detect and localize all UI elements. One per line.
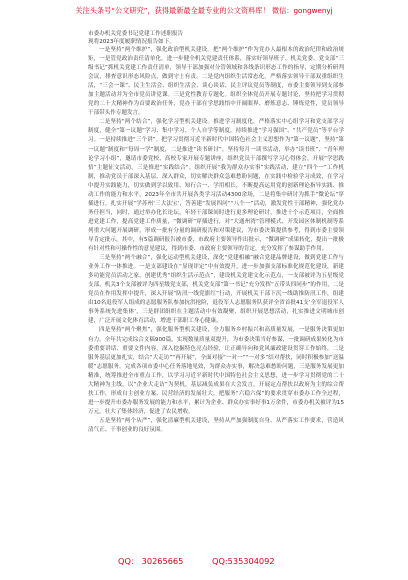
paragraph-1: 一是坚持“两个维护”，强化政治型机关建设。把“两个维护”作为党办人最根本的政治纪律和政治规矩，一是管党政治责任清单化。进一步健全机关党建责任体系，落实好领导班子、机关党委、党支部“三级书记”抓机关党建工作责任清单，领导干部加强对分管领域和各线条识形态工作的指导，定期分析研判会议，排查意识形态风险点，做到守土有责。二是党内组织生活常态化。严格落实领导干部双重组织生活，“三会一课”、民主生活会、组织生活会、谈心谈话、民主评议党员等制度，市委主要领导到支部参加主题活动并为全市党员讲党课。三是党性教育专题化。组织全体党员开展专题讨论，坚持把学习贯彻党的二十大精神作为首要政治任务，党办干部在学思践悟中开阔眼界、磨炼意志、锤炼党性，党员领导干部带头作专题发言。 xyxy=(88,47,344,117)
paragraph-5: 五是坚持“两个从严”，强化清廉型机关建设，坚持从严加强制度自身、从严落实工作要求，营造风清气正、干事创业的良好氛围。 xyxy=(88,417,344,433)
qq-contact-1: QQ： 30265665 xyxy=(118,556,184,566)
paragraph-4: 四是坚持“两个聚焦”，强化服务型机关建设，全力服务乡村振兴和高质量发展，一是服务决策更加有力。全年共完成综合文稿900篇，实现数量质量双提升，为市委决策当好参谋，一批调研成果转化为市委重要讲话、重要文件内容，深入挖掘特色亮点经验，让正确导向和党风廉政建设贯穿工作始终，二是服务基层更加扎实，结合“大走访”“再开展”，全面对接“一对一”“一对多”结对帮扶，同时积极参加“送温暖”志愿服务，完成各项市委中心任务落地见效，为群众办实事，解决急难愁盼问题，三是服务发展更加精准，统筹推进全市重点工作，以学习习近平新时代中国特色社会主义思想，进一步学习贯彻党的二十大精神为主线，以“企业大走访”为契机，基层减负成果在大会发言，开展定点帮扶以政府为主的综合帮扶工作，形成自主创业方案、民营经济的发展壮大，把服务“六稳六保”的要求贯穿市委办工作全过程，进一步提升市委办服务发展的能力和水平，累计为企业、群众办实事好事1万余件，市委办机关被评为15万元，壮大了集体经济，促进了农民增收。 xyxy=(88,327,344,415)
document-title: 市委办机关党委书记党建工作述职报告 xyxy=(88,31,184,37)
document-page xyxy=(88,30,344,435)
paragraph-2: 二是坚持“两个结合”，强化学习型机关建设。推进学习制度化，严格落实中心组学习和党支部学习制度，健全“第一议题”学习、集中学习、个人自学等制度，持续推进“学习强国”、“共产党员”等平台学习。一是持续推进“三个讲”。把学习贯彻习近平新时代中国特色社会主义思想作为“第一议题”，坚持“第一议题”制度和“每周一学”制度，二是推进“读书研讨”。坚持每月一读书活动，举办“读书班”、“青年理论学习小组”，邀请市委党校、高校专家开展专题讲座，组织党员干部撰写学习心得体会，开展“学思践悟”主题征文活动，三是推进“实践结合”。组织开展“我为群众办实事”实践活动，建立“四个一”工作机制，推动党员干部深入基层、深入群众，切实解决群众急难愁盼问题，在实践中检验学习成效，在学习中提升实践能力，切实做到学以致用、知行合一、学用相长，不断提高运用党的创新理论指导实践、推动工作的能力和水平，2023年全市共开展各类学习活动4300余场，二是将集中研讨为抓手“微论坛”穿插进行，扎实开展“学苏州‘三大法宝’，答善建“发展四问”“八个一”活动，激发党性干部精神，强化党办务任担当，同时，通过举办化长论坛，年轻干部课间时进行更多理论研讨，推进十个示范项目，全面推进党建工作，提高党建工作质量，“微调研”穿插进行，对“大通州湾”管理模式、开发园区体制机制等系列重大问题开展调研，形成一批有分量的调研报告和对策建议，为市委决策提供参考，得到市委主要领导肯定批示，其中，有5篇调研报告被市委、市政府主要领导作出批示，“微调研”成果转化，提出一批极有针对性和可操作性的意见建议，得到市委、市政府主要领导的肯定，充分发挥了参谋助手作用。 xyxy=(88,119,344,253)
top-banner: 关注头条号“公文研究”，获得最新最全最专业的公文资料库！ 微信：gongwenyj xyxy=(75,6,333,15)
qq-contact-2: QQ:535304092 xyxy=(212,556,275,566)
paragraph-3: 三是坚持“两个融合”，强化运动型机关建设，深化“党建相融”融合党建品牌建设，做到党建工作与业务工作一体推进。一是支部建设在“显现评定”中有效提升，进一步加强支部标准化规范化建设，新建多功能党员活动之家，创建优秀“组织生活示范点”，建设机关党建文化示范点，一支部被评为五星级党支部，机关3个支部被评为四星级党支部，机关党支部“第一书记”充分发挥“五带头四同步”的作用，二是党员在作用发挥中提升，深入开展“防汛一线党旗红”行动，开展机关干部下沉一线助推防汛工作，组建由10名退役军人组成的志愿服务队参加抗洪抢险，退役军人志愿服务队获评全省首批41支‘全军退役军人事务系统先进集体’，三是群团组织在主题活动中有效凝聚，组织开展思想活动，扎实推进文明城市创建，广泛开展文化体育活动，增进干部职工身心健康。 xyxy=(88,255,344,325)
document-intro: 现将2023年度履职情况报告如下。 xyxy=(88,39,175,45)
